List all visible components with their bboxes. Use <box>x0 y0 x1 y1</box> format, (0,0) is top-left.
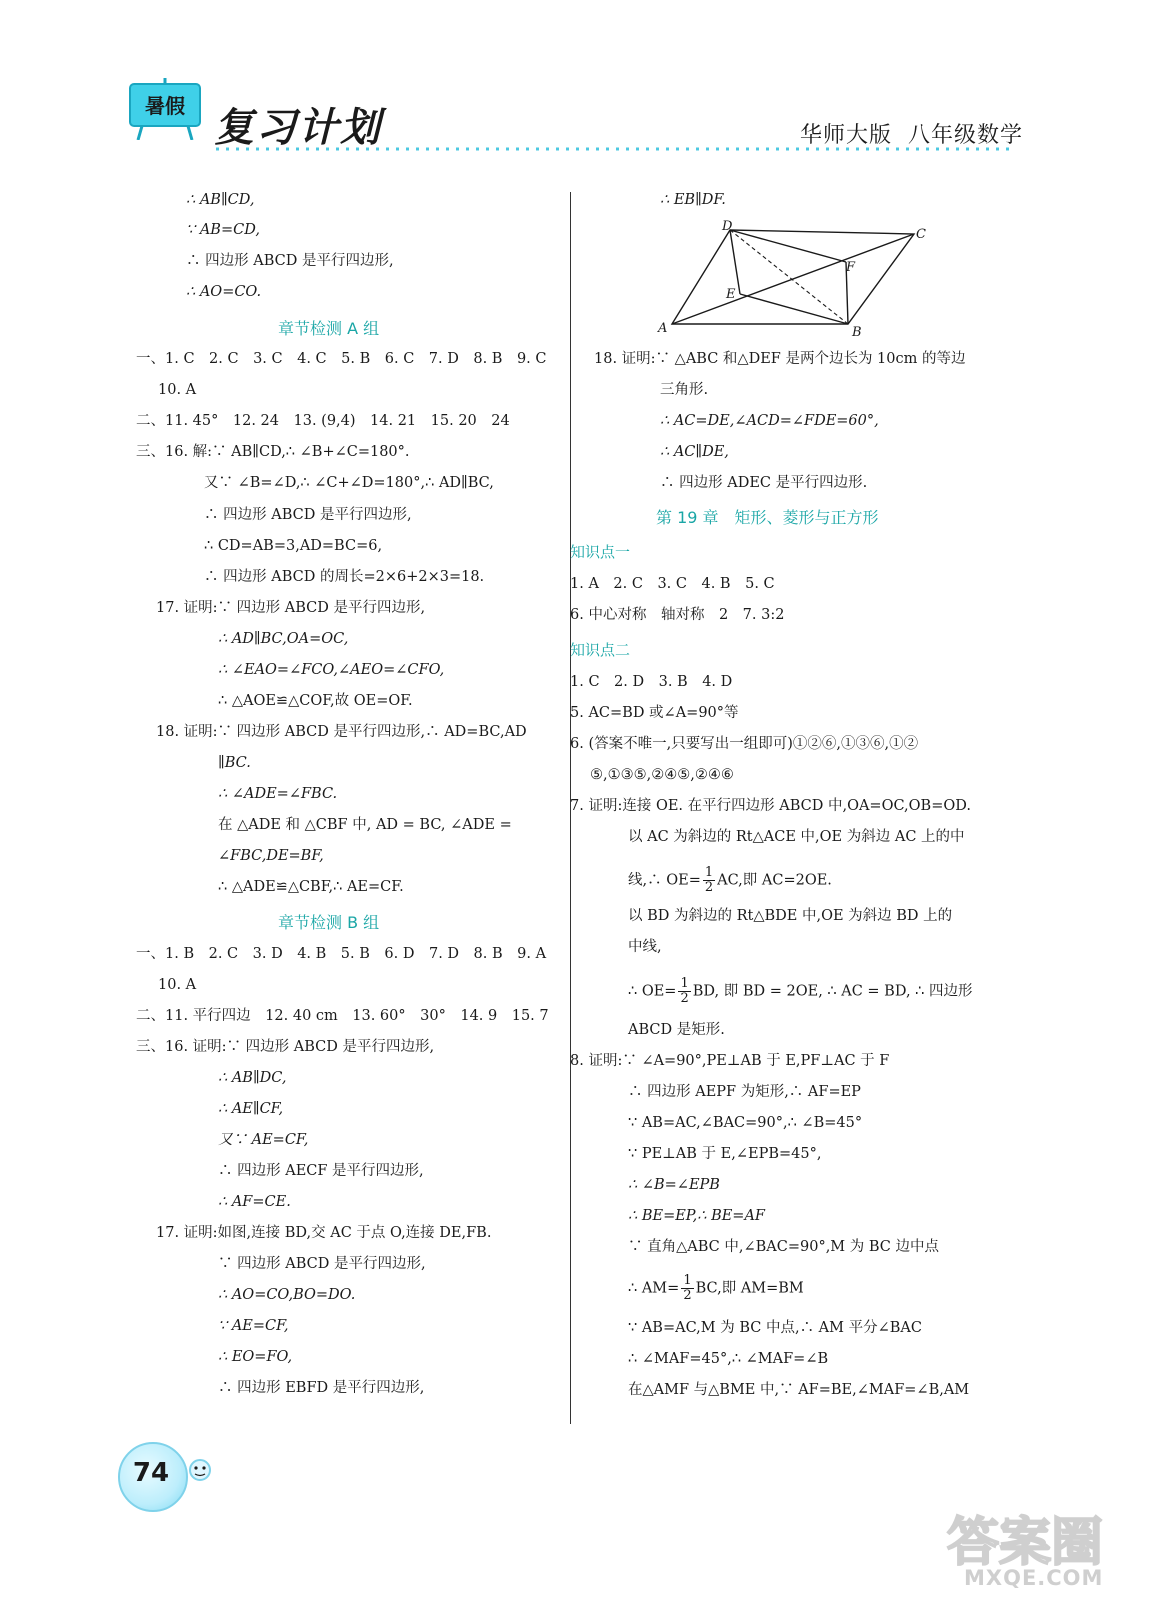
left-line-22: ∴ △ADE≌△CBF,∴ AE=CF. <box>218 879 404 895</box>
left-line-20: 在 △ADE 和 △CBF 中, AD = BC, ∠ADE = <box>218 817 512 833</box>
right-line-26: ∵ AB=AC,∠BAC=90°,∴ ∠B=45° <box>628 1115 863 1131</box>
section-heading-a: 章节检测 A 组 <box>278 319 380 338</box>
right-line-5: ∴ 四边形 ADEC 是平行四边形. <box>660 475 868 491</box>
label-a: A <box>658 321 668 336</box>
grade-subject-text: 八年级数学 <box>908 123 1024 148</box>
label-d: D <box>722 219 733 234</box>
left-line-12: ∴ 四边形 ABCD 的周长=2×6+2×3=18. <box>204 569 485 585</box>
right-line-14: ⑤,①③⑤,②④⑤,②④⑥ <box>590 767 734 783</box>
header-edition <box>800 118 1023 149</box>
right-line-4: ∴ AC∥DE, <box>660 444 729 460</box>
right-line-12: 5. AC=BD 或∠A=90°等 <box>570 705 739 721</box>
left-line-9: 又∵ ∠B=∠D,∴ ∠C+∠D=180°,∴ AD∥BC, <box>204 475 494 491</box>
fraction-den: 2 <box>680 991 689 1006</box>
left-line-3: ∴ AO=CO. <box>186 284 262 300</box>
right-line-11: 1. C 2. D 3. B 4. D <box>570 674 733 690</box>
left-line-17: 18. 证明:∵ 四边形 ABCD 是平行四边形,∴ AD=BC,AD <box>156 724 527 740</box>
left-line-11: ∴ CD=AB=3,AD=BC=6, <box>204 538 383 554</box>
right-line-13: 6. (答案不唯一,只要写出一组即可)①②⑥,①③⑥,①② <box>570 736 919 752</box>
right-line-23: ABCD 是矩形. <box>628 1022 725 1038</box>
label-e: E <box>726 287 736 302</box>
fraction-half-3 <box>681 1274 693 1303</box>
right-line-17 <box>628 866 832 895</box>
left-line-31: ∴ 四边形 AECF 是平行四边形, <box>218 1163 424 1179</box>
chapter-heading: 第 19 章 矩形、菱形与正方形 <box>656 508 879 527</box>
left-line-7: 二、11. 45° 12. 24 13. (9,4) 14. 21 15. 20 24 <box>136 413 510 429</box>
left-line-2: ∴ 四边形 ABCD 是平行四边形, <box>186 253 394 269</box>
left-line-13: 17. 证明:∵ 四边形 ABCD 是平行四边形, <box>156 600 426 616</box>
left-line-36: ∵ AE=CF, <box>218 1318 289 1334</box>
fraction-num: 1 <box>683 1273 692 1288</box>
left-line-5: 一、1. C 2. C 3. C 4. C 5. B 6. C 7. D 8. B 9. C <box>136 351 547 367</box>
left-line-37: ∴ EO=FO, <box>218 1349 293 1365</box>
left-line-21: ∠FBC,DE=BF, <box>218 848 324 864</box>
cartoon-mascot-icon <box>180 1448 220 1488</box>
left-line-0: ∴ AB∥CD, <box>186 192 255 208</box>
left-line-1: ∵ AB=CD, <box>186 222 260 238</box>
right-line-20: 中线, <box>628 939 662 955</box>
right-line-21 <box>628 977 973 1006</box>
fraction-half-2 <box>678 977 690 1006</box>
right-line-31 <box>628 1274 804 1303</box>
right-line-31b: BC,即 AM=BM <box>695 1280 804 1297</box>
watermark-site: MXQE.COM <box>964 1566 1104 1590</box>
left-line-8: 三、16. 解:∵ AB∥CD,∴ ∠B+∠C=180°. <box>136 444 410 460</box>
page-number: 74 <box>132 1458 170 1488</box>
left-line-19: ∴ ∠ADE=∠FBC. <box>218 786 338 802</box>
right-line-8: 1. A 2. C 3. C 4. B 5. C <box>570 576 775 592</box>
right-line-19: 以 BD 为斜边的 Rt△BDE 中,OE 为斜边 BD 上的 <box>628 908 953 924</box>
left-line-25: 10. A <box>158 977 197 993</box>
label-f: F <box>846 260 856 275</box>
right-line-35: 在△AMF 与△BME 中,∵ AF=BE,∠MAF=∠B,AM <box>628 1382 970 1398</box>
summer-badge-icon <box>124 78 206 140</box>
left-line-29: ∴ AE∥CF, <box>218 1101 284 1117</box>
right-line-25: ∴ 四边形 AEPF 为矩形,∴ AF=EP <box>628 1084 861 1100</box>
right-line-17a: 线,∴ OE= <box>628 872 701 889</box>
right-line-21b: BD, 即 BD = 2OE, ∴ AC = BD, ∴ 四边形 <box>692 983 973 1000</box>
left-line-38: ∴ 四边形 EBFD 是平行四边形, <box>218 1380 425 1396</box>
left-line-28: ∴ AB∥DC, <box>218 1070 287 1086</box>
label-c: C <box>916 227 926 242</box>
right-line-24: 8. 证明:∵ ∠A=90°,PE⊥AB 于 E,PF⊥AC 于 F <box>570 1053 890 1069</box>
fraction-half-1 <box>703 866 715 895</box>
left-line-27: 三、16. 证明:∵ 四边形 ABCD 是平行四边形, <box>136 1039 435 1055</box>
knowledge-point-one: 知识点一 <box>570 543 631 561</box>
right-line-34: ∴ ∠MAF=45°,∴ ∠MAF=∠B <box>628 1351 829 1367</box>
left-line-32: ∴ AF=CE. <box>218 1194 291 1210</box>
left-line-33: 17. 证明:如图,连接 BD,交 AC 于点 O,连接 DE,FB. <box>156 1225 492 1241</box>
watermark-logo-text: 答案圈 <box>946 1513 1104 1573</box>
left-line-30: 又∵ AE=CF, <box>218 1132 309 1148</box>
right-line-29: ∴ BE=EP,∴ BE=AF <box>628 1208 765 1224</box>
left-line-6: 10. A <box>158 382 197 398</box>
right-line-0: ∴ EB∥DF. <box>660 192 726 208</box>
right-line-2: 三角形. <box>660 382 709 398</box>
left-line-10: ∴ 四边形 ABCD 是平行四边形, <box>204 507 412 523</box>
fraction-den: 2 <box>704 880 714 895</box>
left-line-34: ∵ 四边形 ABCD 是平行四边形, <box>218 1256 426 1272</box>
section-heading-b: 章节检测 B 组 <box>278 913 380 932</box>
right-line-27: ∵ PE⊥AB 于 E,∠EPB=45°, <box>628 1146 822 1162</box>
fraction-den: 2 <box>683 1288 692 1303</box>
right-line-9: 6. 中心对称 轴对称 2 7. 3:2 <box>570 607 785 623</box>
fraction-num: 1 <box>680 976 689 991</box>
right-line-3: ∴ AC=DE,∠ACD=∠FDE=60°, <box>660 413 879 429</box>
right-line-15: 7. 证明:连接 OE. 在平行四边形 ABCD 中,OA=OC,OB=OD. <box>570 798 971 814</box>
right-line-16: 以 AC 为斜边的 Rt△ACE 中,OE 为斜边 AC 上的中 <box>628 829 965 845</box>
left-line-15: ∴ ∠EAO=∠FCO,∠AEO=∠CFO, <box>218 662 445 678</box>
left-line-24: 一、1. B 2. C 3. D 4. B 5. B 6. D 7. D 8. B 9. A <box>136 946 547 962</box>
knowledge-point-two: 知识点二 <box>570 641 631 659</box>
right-line-31a: ∴ AM= <box>628 1280 680 1297</box>
left-line-35: ∴ AO=CO,BO=DO. <box>218 1287 356 1303</box>
header-title: 复习计划 <box>214 105 382 151</box>
header-dotted-rule <box>216 146 1016 152</box>
left-line-16: ∴ △AOE≌△COF,故 OE=OF. <box>218 693 413 709</box>
left-line-18: ∥BC. <box>218 755 251 771</box>
right-line-21a: ∴ OE= <box>628 983 677 1000</box>
label-b: B <box>852 325 862 340</box>
right-line-17b: AC,即 AC=2OE. <box>717 872 832 889</box>
right-line-33: ∵ AB=AC,M 为 BC 中点,∴ AM 平分∠BAC <box>628 1320 922 1336</box>
badge-text: 暑假 <box>145 94 185 118</box>
edition-text: 华师大版 <box>800 123 893 148</box>
right-line-1: 18. 证明:∵ △ABC 和△DEF 是两个边长为 10cm 的等边 <box>594 351 966 367</box>
left-line-14: ∴ AD∥BC,OA=OC, <box>218 631 349 647</box>
parallelogram-figure <box>652 218 942 342</box>
left-line-26: 二、11. 平行四边 12. 40 cm 13. 60° 30° 14. 9 15. 7 <box>136 1008 549 1024</box>
right-line-28: ∴ ∠B=∠EPB <box>628 1177 720 1193</box>
fraction-num: 1 <box>704 865 714 880</box>
right-line-30: ∵ 直角△ABC 中,∠BAC=90°,M 为 BC 边中点 <box>628 1239 939 1255</box>
